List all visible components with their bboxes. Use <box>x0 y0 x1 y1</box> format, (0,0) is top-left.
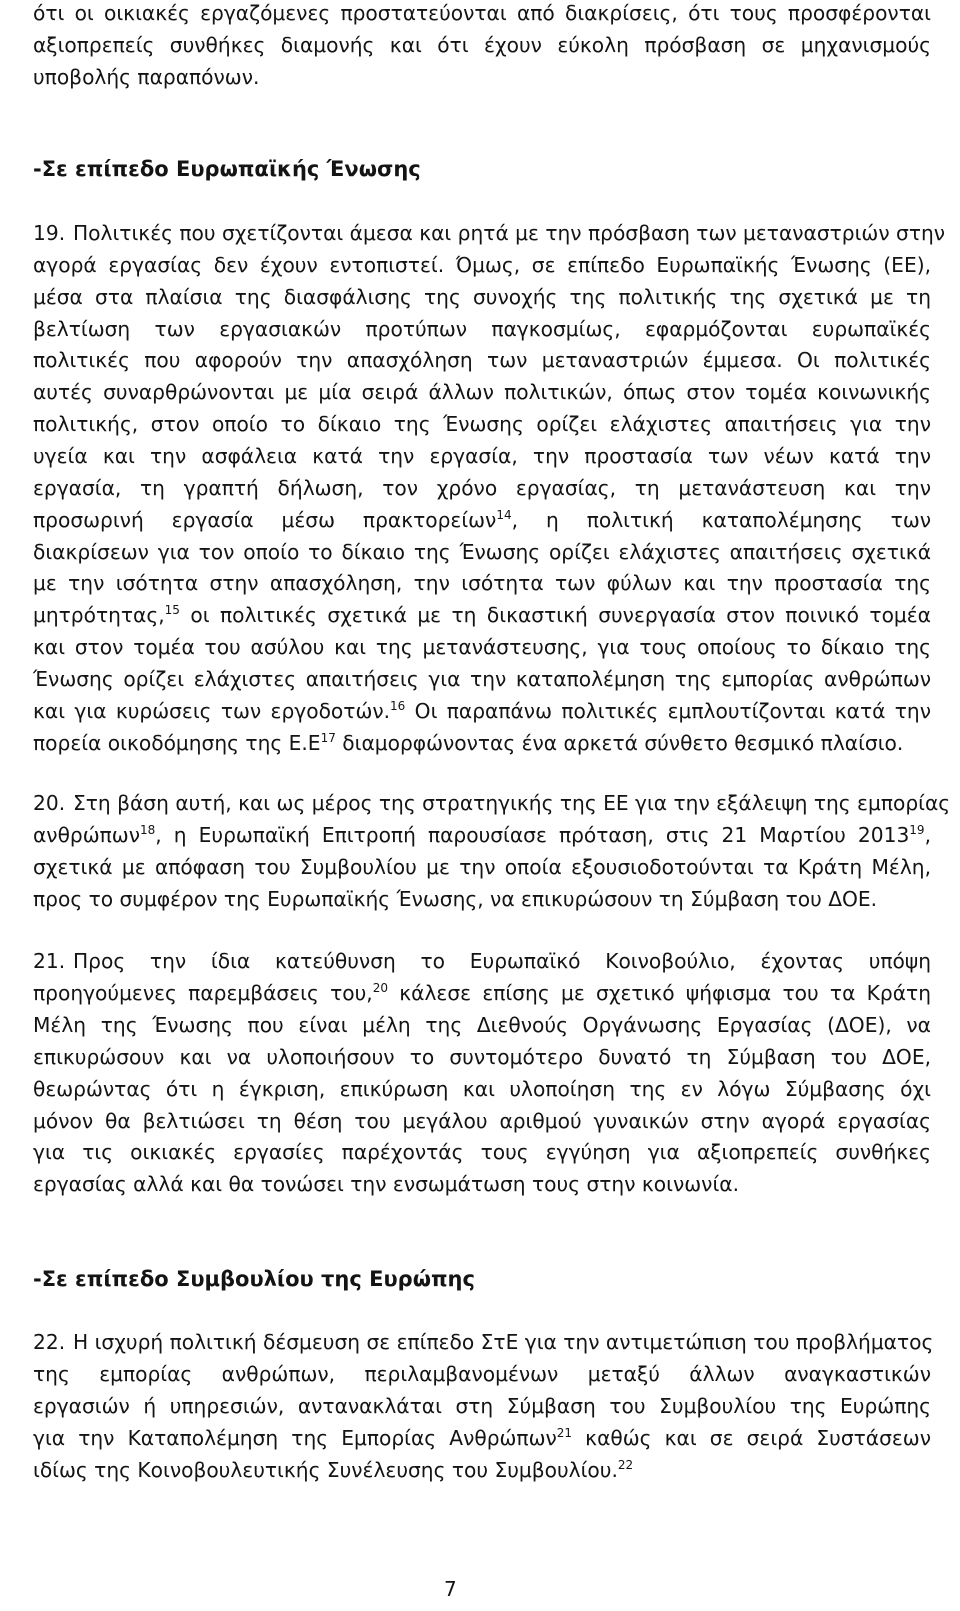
text-line: υγεία και την ασφάλεια κατά την εργασία, την προστασία των νέων κατά την <box>33 444 931 468</box>
text-line: αξιοπρεπείς συνθήκες διαμονής και ότι έχουν εύκολη πρόσβαση σε μηχανισμούς <box>33 33 931 57</box>
footnote-ref-21[interactable]: 21 <box>556 1426 573 1440</box>
footnote-ref-17[interactable]: 17 <box>320 731 336 745</box>
paragraph-number: 22. <box>33 1330 66 1354</box>
text-line-with-footnote <box>33 505 931 535</box>
paragraph-number: 19. <box>33 221 66 245</box>
line-text: προσωρινή εργασία μέσω πρακτορείων <box>33 508 497 532</box>
text-line-with-footnote <box>33 600 931 630</box>
text-line-with-footnote <box>33 1423 931 1453</box>
text-line: Προς την ίδια κατεύθυνση το Ευρωπαϊκό Κοινοβούλιο, έχοντας υπόψη <box>73 949 931 973</box>
line-text: για την Καταπολέμηση της Εμπορίας Ανθρώπων <box>33 1426 557 1450</box>
footnote-ref-18[interactable]: 18 <box>140 823 156 837</box>
text-line: μέσα στα πλαίσια της διασφάλισης της συνοχής της πολιτικής της σχετικά με τη <box>33 285 931 309</box>
text-line: βελτίωση των εργασιακών προτύπων παγκοσμίως, εφαρμόζονται ευρωπαϊκές <box>33 317 931 341</box>
text-line: πολιτικής, στον οποίο το δίκαιο της Ένωσης ορίζει ελάχιστες απαιτήσεις για την <box>33 412 931 436</box>
text-line: αυτές συναρθρώνονται με μία σειρά άλλων πολιτικών, όπως στον τομέα κοινωνικής <box>33 380 931 404</box>
line-text: διαμορφώνοντας ένα αρκετά σύνθετο θεσμικό πλαίσιο. <box>335 731 904 755</box>
page-number: 7 <box>444 1577 457 1601</box>
text-line: Πολιτικές που σχετίζονται άμεσα και ρητά με την πρόσβαση των μεταναστριών στην <box>73 221 946 245</box>
text-line-with-footnote <box>33 820 931 850</box>
text-line: ότι οι οικιακές εργαζόμενες προστατεύονται από διακρίσεις, ότι τους προσφέρονται <box>33 1 931 25</box>
text-line: επικυρώσουν και να υλοποιήσουν το συντομότερο δυνατό τη Σύμβαση του ΔΟΕ, <box>33 1045 931 1069</box>
text-line: της εμπορίας ανθρώπων, περιλαμβανομένων μεταξύ άλλων αναγκαστικών <box>33 1362 931 1386</box>
text-line-with-footnote <box>33 696 931 726</box>
line-text: και για κυρώσεις των εργοδοτών. <box>33 699 391 723</box>
text-line-with-footnote <box>33 978 931 1008</box>
line-text: μητρότητας, <box>33 603 165 627</box>
paragraph-number: 21. <box>33 949 66 973</box>
text-line: προς το συμφέρον της Ευρωπαϊκής Ένωσης, να επικυρώσουν τη Σύμβαση του ΔΟΕ. <box>33 887 878 911</box>
section-heading-coe: -Σε επίπεδο Συμβουλίου της Ευρώπης <box>33 1267 475 1291</box>
line-text: κάλεσε επίσης με σχετικό ψήφισμα του τα Κράτη <box>387 981 931 1005</box>
line-text: ανθρώπων <box>33 823 140 847</box>
text-line: θεωρώντας ότι η έγκριση, επικύρωση και υλοποίηση της εν λόγω Σύμβασης όχι <box>33 1077 931 1101</box>
text-line: υποβολής παραπόνων. <box>33 65 260 89</box>
footnote-ref-19[interactable]: 19 <box>909 823 925 837</box>
text-line: σχετικά με απόφαση του Συμβουλίου με την οποία εξουσιοδοτούνται τα Κράτη Μέλη, <box>33 855 931 879</box>
text-line: Ένωσης ορίζει ελάχιστες απαιτήσεις για την καταπολέμηση της εμπορίας ανθρώπων <box>33 667 931 691</box>
text-line: Η ισχυρή πολιτική δέσμευση σε επίπεδο ΣτΕ για την αντιμετώπιση του προβλήματος <box>73 1330 934 1354</box>
paragraph-number: 20. <box>33 791 66 815</box>
footnote-ref-15[interactable]: 15 <box>164 603 180 617</box>
line-text: προηγούμενες παρεμβάσεις του, <box>33 981 373 1005</box>
line-text: ιδίως της Κοινοβουλευτικής Συνέλευσης του Συμβουλίου. <box>33 1458 618 1482</box>
text-line: Στη βάση αυτή, και ως μέρος της στρατηγικής της ΕΕ για την εξάλειψη της εμπορίας <box>73 791 951 815</box>
text-line-with-footnote <box>33 1455 633 1485</box>
text-line: εργασία, τη γραπτή δήλωση, τον χρόνο εργασίας, τη μετανάστευση και την <box>33 476 931 500</box>
line-text: , <box>924 823 931 847</box>
line-text: , η πολιτική καταπολέμησης των <box>511 508 931 532</box>
line-text: πορεία οικοδόμησης της Ε.Ε <box>33 731 321 755</box>
text-line: εργασιών ή υπηρεσιών, αντανακλάται στη Σύμβαση του Συμβουλίου της Ευρώπης <box>33 1394 931 1418</box>
footnote-ref-22[interactable]: 22 <box>617 1458 634 1472</box>
line-text: , η Ευρωπαϊκή Επιτροπή παρουσίασε πρόταση, στις 21 Μαρτίου 2013 <box>155 823 910 847</box>
text-line: διακρίσεων για τον οποίο το δίκαιο της Ένωσης ορίζει ελάχιστες απαιτήσεις σχετικά <box>33 540 931 564</box>
text-line: με την ισότητα στην απασχόληση, την ισότητα των φύλων και την προστασία της <box>33 571 931 595</box>
line-text: οι πολιτικές σχετικά με τη δικαστική συνεργασία στον ποινικό τομέα <box>179 603 931 627</box>
footnote-ref-16[interactable]: 16 <box>390 699 406 713</box>
text-line: για τις οικιακές εργασίες παρέχοντάς τους εγγύηση για αξιοπρεπείς συνθήκες <box>33 1140 931 1164</box>
text-line: εργασίας αλλά και θα τονώσει την ενσωμάτωση τους στην κοινωνία. <box>33 1172 740 1196</box>
text-line: πολιτικές που αφορούν την απασχόληση των μεταναστριών έμμεσα. Οι πολιτικές <box>33 348 931 372</box>
text-line: αγορά εργασίας δεν έχουν εντοπιστεί. Όμως, σε επίπεδο Ευρωπαϊκής Ένωσης (ΕΕ), <box>33 253 931 277</box>
footnote-ref-14[interactable]: 14 <box>496 508 512 522</box>
text-line-with-footnote <box>33 728 903 758</box>
text-line: Μέλη της Ένωσης που είναι μέλη της Διεθνούς Οργάνωσης Εργασίας (ΔΟΕ), να <box>33 1013 931 1037</box>
footnote-ref-20[interactable]: 20 <box>372 981 388 995</box>
section-heading-eu: -Σε επίπεδο Ευρωπαϊκής Ένωσης <box>33 157 421 181</box>
line-text: καθώς και σε σειρά Συστάσεων <box>572 1426 931 1450</box>
line-text: Οι παραπάνω πολιτικές εμπλουτίζονται κατά την <box>405 699 931 723</box>
text-line: μόνον θα βελτιώσει τη θέση του μεγάλου αριθμού γυναικών στην αγορά εργασίας <box>33 1109 931 1133</box>
text-line: και στον τομέα του ασύλου και της μετανάστευσης, για τους οποίους το δίκαιο της <box>33 635 931 659</box>
